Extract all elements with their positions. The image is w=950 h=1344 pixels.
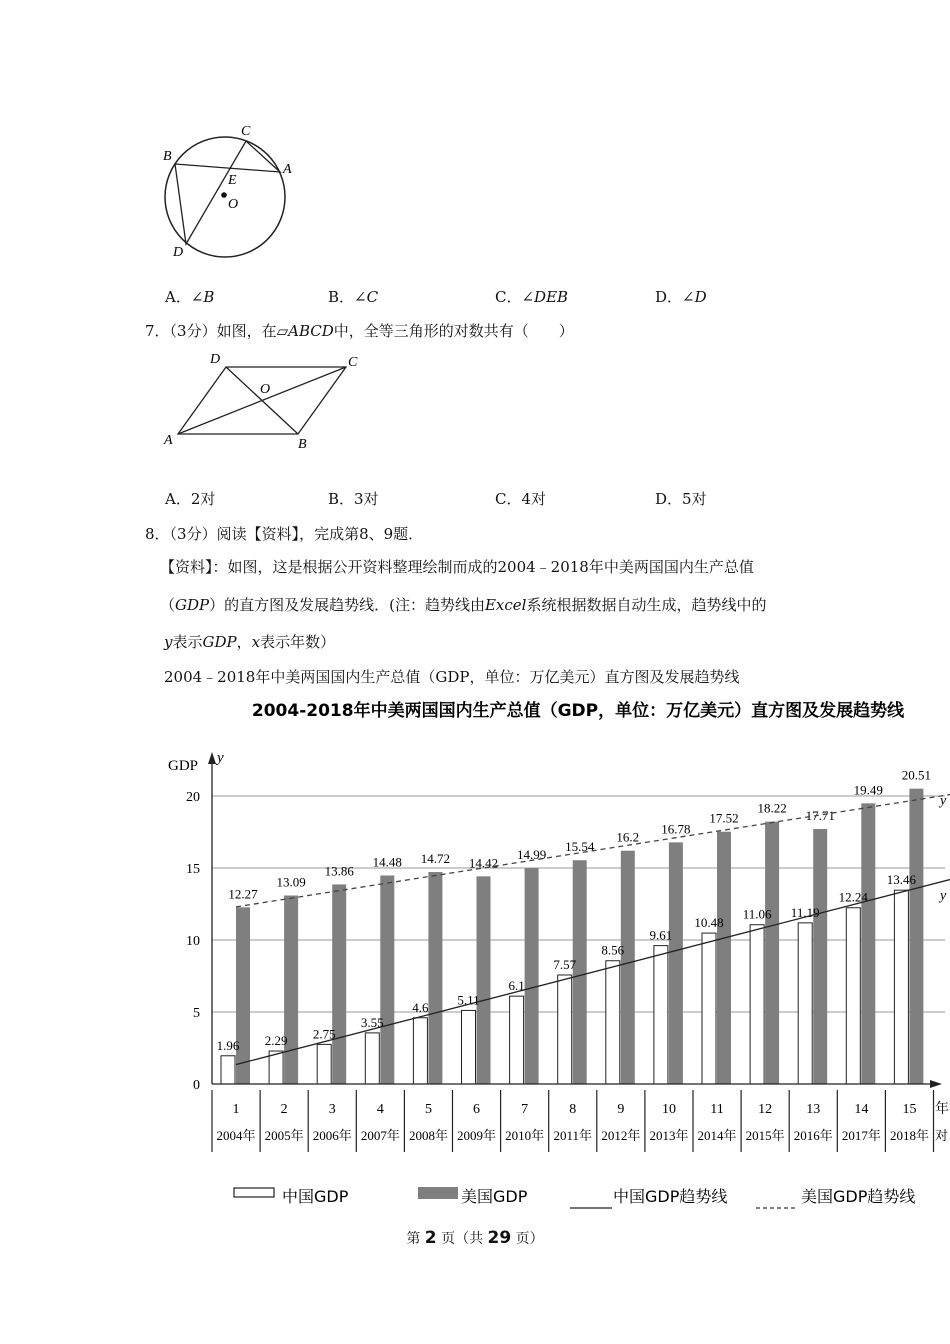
usa-gdp-value-label: 17.52 — [709, 810, 739, 826]
label-a: A — [164, 433, 173, 448]
legend-label-usa-trend: 美国GDP趋势线 — [801, 1187, 916, 1206]
figure-lines — [175, 141, 280, 244]
text-part: 表示 — [172, 633, 203, 651]
china-gdp-bar — [317, 1044, 331, 1084]
option-letter: A． — [165, 288, 191, 306]
usa-gdp-bar — [765, 822, 779, 1084]
label-b: B — [163, 149, 172, 164]
usa-gdp-bar — [525, 868, 539, 1084]
china-gdp-bar — [894, 890, 908, 1084]
y-tick-label: 15 — [186, 862, 200, 877]
question-number: 8． — [145, 525, 170, 543]
question-score: （3分） — [169, 322, 217, 340]
q6-option-d[interactable] — [655, 286, 707, 307]
usa-gdp-value-label: 12.27 — [228, 886, 258, 902]
x-year-label: 2008年 — [408, 1128, 448, 1143]
usa-gdp-value-label: 14.42 — [468, 855, 499, 871]
china-gdp-value-label: 2.29 — [264, 1033, 288, 1049]
text-part: GDP — [202, 633, 237, 651]
china-gdp-value-label: 12.24 — [838, 889, 868, 905]
china-gdp-value-label: 2.75 — [312, 1026, 336, 1042]
x-year-label: 2010年 — [505, 1128, 545, 1143]
option-letter: D． — [655, 490, 683, 508]
x-category-label: 15 — [902, 1102, 917, 1117]
page-number: 2 — [424, 1228, 437, 1248]
gdp-chart — [0, 690, 950, 1230]
q7-option-d[interactable] — [655, 488, 707, 509]
usa-gdp-value-label: 16.78 — [661, 821, 691, 837]
legend-label-china: 中国GDP — [282, 1187, 349, 1206]
china-gdp-bar — [750, 925, 764, 1084]
question-number: 7． — [145, 322, 170, 340]
china-gdp-bar — [462, 1010, 476, 1084]
usa-gdp-bar — [813, 829, 827, 1084]
question-8-stem — [145, 523, 423, 544]
x-category-label: 5 — [424, 1102, 432, 1117]
question-text-a: 如图，在 — [216, 322, 277, 340]
chart-title: 2004-2018年中美两国国内生产总值（GDP，单位：万亿美元）直方图及发展趋势线 — [251, 701, 905, 721]
x-year-label: 2015年 — [745, 1128, 785, 1143]
option-content: 5对 — [682, 490, 707, 508]
question-score: （3分） — [169, 525, 217, 543]
x-category-label: 10 — [661, 1102, 676, 1117]
text-part: GDP — [175, 596, 210, 614]
y-tick-label: 20 — [186, 790, 200, 805]
circle-figure — [155, 118, 305, 268]
china-gdp-value-label: 1.96 — [216, 1037, 240, 1053]
label-e: E — [228, 173, 237, 188]
label-o: O — [260, 382, 271, 397]
figure-caption: 2004﹣2018年中美两国国内生产总值（GDP，单位：万亿美元）直方图及发展趋势线 — [164, 668, 740, 686]
usa-gdp-bar — [284, 896, 298, 1084]
option-letter: C． — [495, 490, 522, 508]
x-year-label: 2011年 — [553, 1128, 593, 1143]
material-line-3 — [164, 631, 335, 652]
legend-swatch-china — [234, 1188, 274, 1197]
usa-gdp-value-label: 16.2 — [616, 829, 640, 845]
option-content: ∠B — [190, 288, 215, 306]
china-trend-eq-label: y — [940, 888, 947, 904]
diagonal-bd — [226, 367, 298, 434]
footer-text: 第 — [406, 1231, 421, 1247]
label-b: B — [298, 437, 307, 452]
option-content: 4对 — [521, 490, 547, 508]
y-tick-label: 10 — [186, 934, 200, 949]
label-c: C — [241, 124, 251, 139]
x-year-label: 2017年 — [841, 1128, 881, 1143]
usa-gdp-value-label: 15.54 — [565, 839, 595, 855]
x-category-label: 3 — [328, 1102, 336, 1117]
y-tick-label: 5 — [193, 1006, 200, 1021]
x-axis-label: 对 — [935, 1128, 949, 1143]
text-part: ， — [236, 633, 252, 651]
x-year-label: 2006年 — [312, 1128, 352, 1143]
usa-gdp-value-label: 14.72 — [420, 851, 451, 867]
footer-text: 页） — [515, 1231, 544, 1247]
label-o: O — [228, 197, 239, 212]
question-text: 阅读【资料】，完成第8、9题． — [216, 525, 424, 543]
usa-gdp-value-label: 20.51 — [901, 767, 932, 783]
china-gdp-value-label: 10.48 — [694, 915, 724, 931]
x-category-label: 8 — [569, 1102, 577, 1117]
usa-gdp-bar — [236, 907, 250, 1084]
y-axis-title: GDP — [168, 758, 199, 774]
china-gdp-value-label: 6.1 — [508, 978, 525, 994]
x-year-label: 2013年 — [649, 1128, 689, 1143]
q7-option-a[interactable] — [165, 488, 215, 509]
option-content: ∠DEB — [521, 288, 569, 306]
china-gdp-bar — [846, 908, 860, 1084]
label-c: C — [348, 355, 358, 370]
x-year-label: 2004年 — [216, 1128, 256, 1143]
usa-gdp-value-label: 17.71 — [805, 807, 835, 823]
x-year-label: 2012年 — [601, 1128, 641, 1143]
x-category-label: 11 — [710, 1102, 724, 1117]
option-letter: B． — [328, 490, 355, 508]
q6-option-b[interactable] — [328, 286, 378, 307]
option-letter: D． — [655, 288, 683, 306]
y-tick-label: 0 — [193, 1078, 200, 1093]
usa-gdp-bar — [428, 872, 442, 1084]
usa-gdp-bar — [669, 842, 683, 1084]
label-a: A — [283, 162, 292, 177]
x-category-label: 6 — [473, 1102, 481, 1117]
x-axis-arrow — [930, 1080, 942, 1088]
x-category-label: 13 — [806, 1102, 821, 1117]
x-year-label: 2007年 — [360, 1128, 400, 1143]
x-axis-label: 年 — [935, 1102, 949, 1117]
usa-gdp-bar — [909, 789, 923, 1084]
label-d: D — [210, 352, 221, 367]
question-text-b: 中，全等三角形的对数共有（ ） — [333, 322, 574, 340]
x-year-label: 2009年 — [457, 1128, 497, 1143]
x-year-label: 2014年 — [697, 1128, 737, 1143]
china-gdp-bar — [510, 996, 524, 1084]
china-gdp-value-label: 11.06 — [742, 906, 772, 922]
material-line-2 — [160, 594, 766, 615]
parallelogram-figure — [160, 345, 370, 455]
usa-gdp-bar — [573, 860, 587, 1084]
usa-gdp-bar — [717, 832, 731, 1084]
china-gdp-bar — [413, 1018, 427, 1084]
usa-gdp-value-label: 14.48 — [372, 854, 402, 870]
text-part: ）的直方图及发展趋势线．(注：趋势线由 — [209, 596, 485, 614]
x-category-label: 9 — [617, 1102, 625, 1117]
usa-gdp-value-label: 19.49 — [853, 782, 883, 798]
usa-gdp-value-label: 14.99 — [516, 847, 547, 863]
usa-gdp-bar — [621, 851, 635, 1084]
q7-option-c[interactable] — [495, 488, 546, 509]
parallelogram-name: ▱ABCD — [276, 322, 334, 340]
usa-trend-eq-label: y — [940, 793, 947, 809]
center-dot — [221, 192, 227, 198]
china-gdp-bar — [558, 975, 572, 1084]
china-gdp-value-label: 3.55 — [360, 1014, 384, 1030]
china-gdp-bar — [606, 961, 620, 1084]
material-line-1: 【资料】：如图，这是根据公开资料整理绘制而成的2004﹣2018年中美两国国内生产总值 — [160, 558, 754, 576]
x-year-label: 2005年 — [264, 1128, 304, 1143]
label-d: D — [173, 245, 184, 260]
text-part: （ — [160, 596, 176, 614]
china-gdp-value-label: 8.56 — [601, 942, 625, 958]
text-part: 表示年数） — [260, 633, 336, 651]
option-letter: A． — [165, 490, 191, 508]
option-content: 2对 — [190, 490, 216, 508]
text-part: 系统根据数据自动生成，趋势线中的 — [526, 596, 767, 614]
x-category-label: 2 — [280, 1102, 288, 1117]
usa-gdp-value-label: 18.22 — [757, 800, 787, 816]
usa-gdp-bar — [332, 884, 346, 1084]
x-category-label: 1 — [232, 1102, 240, 1117]
option-content: ∠D — [682, 288, 707, 306]
option-letter: C． — [495, 288, 522, 306]
q7-option-b[interactable] — [328, 488, 379, 509]
option-letter: B． — [328, 288, 355, 306]
x-category-label: 12 — [758, 1102, 773, 1117]
china-gdp-bar — [702, 933, 716, 1084]
x-category-label: 4 — [376, 1102, 384, 1117]
y-axis-arrow — [208, 752, 216, 764]
usa-gdp-value-label: 13.09 — [276, 874, 306, 890]
usa-gdp-bar — [861, 803, 875, 1084]
legend-swatch-usa — [418, 1187, 458, 1199]
text-part: Excel — [484, 596, 527, 614]
text-part: x — [251, 633, 261, 651]
q6-option-a[interactable] — [165, 286, 214, 307]
y-axis-var: y — [217, 750, 224, 766]
china-gdp-bar — [798, 923, 812, 1084]
x-year-label: 2016年 — [793, 1128, 833, 1143]
x-category-label: 14 — [854, 1102, 869, 1117]
option-content: 3对 — [354, 490, 379, 508]
legend-label-usa: 美国GDP — [461, 1187, 528, 1206]
text-part: y — [164, 633, 173, 651]
x-year-label: 2018年 — [889, 1128, 929, 1143]
china-gdp-value-label: 9.61 — [649, 927, 673, 943]
china-gdp-value-label: 11.19 — [790, 904, 820, 920]
usa-gdp-bar — [380, 875, 394, 1084]
q6-option-c[interactable] — [495, 286, 568, 307]
china-gdp-bar — [365, 1033, 379, 1084]
china-gdp-value-label: 13.46 — [886, 872, 917, 888]
china-gdp-value-label: 4.6 — [412, 999, 429, 1015]
usa-gdp-bar — [477, 876, 491, 1084]
china-gdp-value-label: 5.11 — [457, 992, 480, 1008]
page-footer — [0, 1228, 950, 1248]
question-7-stem — [145, 320, 574, 341]
footer-text: 页（共 — [441, 1231, 484, 1247]
china-gdp-bar — [654, 946, 668, 1084]
usa-gdp-value-label: 13.86 — [324, 863, 354, 879]
option-content: ∠C — [354, 288, 379, 306]
legend-label-china-trend: 中国GDP趋势线 — [613, 1187, 728, 1206]
china-gdp-value-label: 7.57 — [553, 956, 577, 972]
total-pages: 29 — [487, 1228, 512, 1248]
china-gdp-bar — [221, 1056, 235, 1084]
x-category-label: 7 — [521, 1102, 529, 1117]
